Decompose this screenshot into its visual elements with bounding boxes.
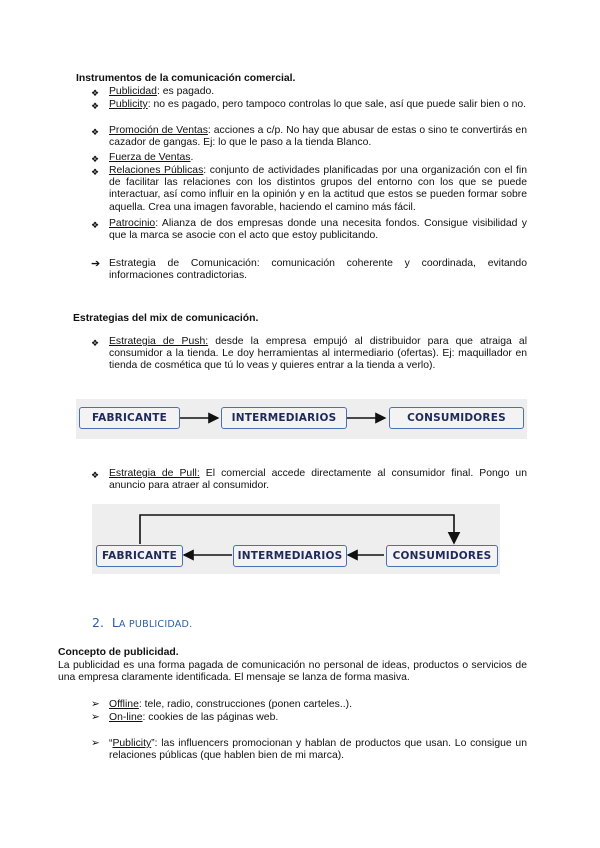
arrow-right-icon: ➔ — [91, 258, 101, 270]
diamond-bullet-icon: ❖ — [91, 88, 100, 98]
diamond-bullet-icon: ❖ — [91, 167, 100, 177]
diamond-bullet-icon: ❖ — [91, 470, 100, 480]
item-text: ”: las influencers promocionan y hablan de productos que usan. Lo consigue un relaciones públicas (que hablen bien de mi marca). — [109, 738, 527, 762]
pull-top-arrow — [140, 515, 454, 544]
term: Promoción de Ventas — [109, 125, 208, 136]
item-text: : no es pagado, pero tampoco controlas lo que sale, así que puede salir bien o no. — [147, 99, 527, 110]
term: Patrocinio — [109, 218, 156, 229]
term: Estrategia de Pull: — [109, 468, 200, 479]
section-heading-publicidad — [92, 617, 192, 631]
diamond-bullet-icon: ❖ — [91, 220, 100, 230]
item-text: : es pagado. — [156, 86, 215, 97]
term: On-line — [109, 712, 143, 723]
section-title-instrumentos: Instrumentos de la comunicación comercial. — [76, 73, 296, 84]
term: Publicity — [112, 738, 152, 749]
quote-open: “ — [109, 738, 113, 749]
box-fabricante: FABRICANTE — [79, 407, 180, 429]
item-text: El comercial accede directamente al consumidor final. Pongo un anuncio para atraer al consumidor. — [109, 468, 527, 492]
term: Offline — [109, 699, 139, 710]
concepto-text: La publicidad es una forma pagada de comunicación no personal de ideas, productos o servicios de una empresa claramente identificada. El mensaje se lanza de forma masiva. — [58, 660, 527, 684]
item-text: : comunicación coherente y coordinada, evitando informaciones contradictorias. — [109, 258, 527, 282]
box-consumidores: CONSUMIDORES — [386, 545, 498, 567]
term: Publicidad — [109, 86, 157, 97]
item-text: . — [190, 152, 194, 163]
term: Relaciones Públicas — [109, 165, 204, 176]
box-intermediarios: INTERMEDIARIOS — [221, 407, 347, 429]
term: Fuerza de Ventas — [109, 152, 191, 163]
item-text: : Alianza de dos empresas donde una necesita fondos. Consigue visibilidad y que la marca se asocie con el acto que estoy publicitando. — [109, 218, 527, 242]
push-diagram — [76, 399, 527, 439]
heading-cap: L — [111, 615, 119, 630]
box-intermediarios: INTERMEDIARIOS — [233, 545, 347, 567]
term: Estrategia de Comunicación — [109, 258, 257, 269]
concepto-title: Concepto de publicidad. — [58, 647, 179, 658]
item-text: : cookies de las páginas web. — [142, 712, 279, 723]
item-text: desde la empresa empujó al distribuidor para que atraiga al consumidor a la tienda. Le doy herramientas al intermediario (ofertas). Ej: maquillador en tienda de cosmética que tú lo veas y quieres entrar a la tienda a verlo). — [109, 336, 527, 372]
section-number: 2. — [92, 615, 104, 630]
diamond-bullet-icon: ❖ — [91, 101, 100, 111]
diamond-bullet-icon: ❖ — [91, 154, 100, 164]
diamond-bullet-icon: ❖ — [91, 338, 100, 348]
item-text: : tele, radio, construcciones (ponen carteles..). — [138, 699, 352, 710]
arrowhead-bullet-icon: ➢ — [91, 712, 100, 723]
box-fabricante: FABRICANTE — [96, 545, 183, 567]
box-consumidores: CONSUMIDORES — [389, 407, 524, 429]
item-text: : conjunto de actividades planificadas por una organización con el fin de facilitar las relaciones con los distintos grupos del entorno con los que se puede interactuar, así como influir en la opinión y en la actitud que estos se pueden formar sobre aquella. Crea una imagen favorable, haciendo el camino más fácil. — [109, 165, 528, 213]
term: Estrategia de Push: — [109, 336, 209, 347]
term: Publicity — [109, 99, 148, 110]
pull-diagram — [92, 504, 500, 574]
heading-rest: A PUBLICIDAD. — [118, 619, 193, 630]
section-title-mix: Estrategias del mix de comunicación. — [73, 313, 259, 324]
item-text: : acciones a c/p. No hay que abusar de estas o sino te convertirás en cazador de gangas. Ej: lo que le paso a la tienda Blanco. — [109, 125, 527, 149]
diamond-bullet-icon: ❖ — [91, 127, 100, 137]
arrowhead-bullet-icon: ➢ — [91, 738, 100, 749]
arrowhead-bullet-icon: ➢ — [91, 699, 100, 710]
